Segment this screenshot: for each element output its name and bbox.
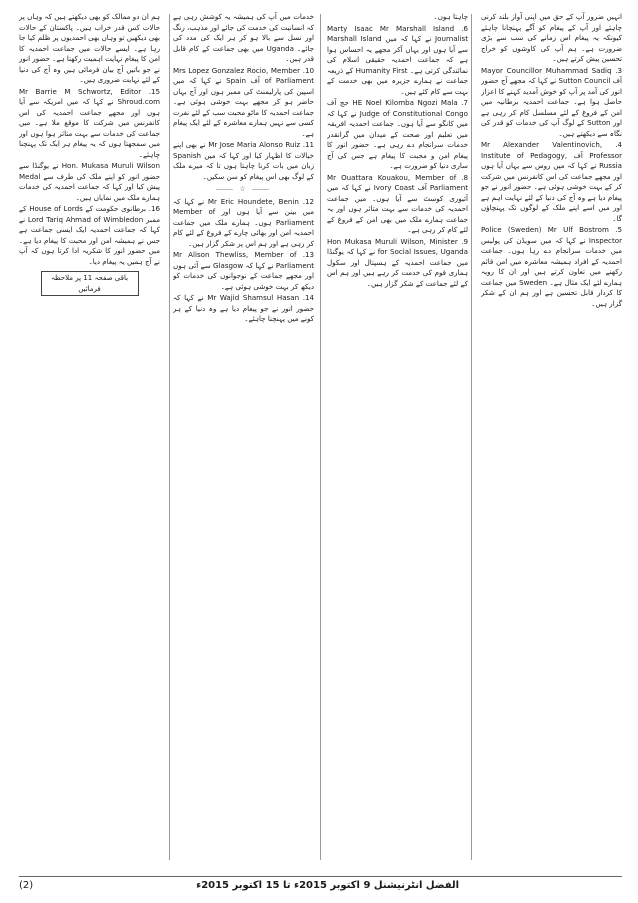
article-column-2 — [327, 12, 468, 864]
publication-title: الفضل انٹرنیشنل 9 اکتوبر 2015ء تا 15 اکتوبر 2015ء — [196, 879, 460, 891]
paragraph: 7. HE Noel Kilomba Ngozi Mala جج آف Judge of Constitutional Congo نے کہا کہ میں کانگو سے آیا ہوں۔ جماعت احمدیہ افریقہ میں تعلیم اور صحت کے میدان میں گرانقدر خدمات سرانجام دے رہی ہے۔ حضور انور کا پیغام امن و محبت کا پیغام ہے جس کی آج ساری دنیا کو ضرورت ہے۔ — [327, 98, 468, 170]
section-separator: ⸻ ☆ ⸻ — [215, 185, 272, 193]
paragraph: انہیں ضرور آپ کے حق میں اپنی آواز بلند کرنی چاہئے اور آپ کے پیغام کو آگے پہنچانا چاہئے کیونکہ یہ پیغام اس زمانے کی سب سے بڑی ضرورت ہے۔ ہم آپ کی کاوشوں کو خراج تحسین پیش کرتے ہیں۔ — [481, 12, 622, 63]
paragraph: Hon. Mukasa Muruli Wilson نے یوگنڈا سے حضور انور کو اپنے ملک کی طرف سے Medal پیش کیا اور کہا کہ جماعت احمدیہ کی خدمات ہمارے ملک میں نمایاں ہیں۔ — [19, 161, 160, 202]
paragraph: 3. Mayor Councillor Muhammad Sadiq آف Sutton Council نے کہا کہ مجھے آج حضور انور کی آمد پر آپ کو خوش آمدید کہنے کا اعزاز حاصل ہوا ہے۔ جماعت احمدیہ برطانیہ میں امن کے فروغ کے لئے مسلسل کام کر رہی ہے اور Sutton کے لوگ آپ کی خدمات کو قدر کی نگاہ سے دیکھتے ہیں۔ — [481, 65, 622, 138]
paragraph: چاہتا ہوں۔ — [433, 12, 468, 21]
page-footer — [19, 876, 622, 893]
paragraph: 11. Mr Jose Maria Alonso Ruiz نے بھی اپنے خیالات کا اظہار کیا اور کہا کہ میں Spanish زبان میں بات کرنا چاہتا ہوں تا کہ میرے ملک کے لوگ بھی اس پیغام کو سن سکیں۔ — [173, 140, 314, 181]
paragraph: 12. Mr Eric Houndete, Benin نے کہا کہ میں بینن سے آیا ہوں اور Member of Parliament ہوں۔ ہمارے ملک میں جماعت احمدیہ امن اور بھائی چارے کے فروغ کے لئے کام کر رہی ہے اور ہم اس پر شکر گزار ہیں۔ — [173, 196, 314, 248]
article-column-4 — [19, 12, 160, 864]
paragraph: 13. Mr Alison Thewliss, Member of Parliament نے کہا کہ Glasgow سے آئی ہوں اور مجھے جماعت کے نوجوانوں کی خدمات کو دیکھ کر بہت خوشی ہوئی ہے۔ — [173, 250, 314, 291]
article-column-1 — [481, 12, 622, 864]
paragraph: ہم ان دو ممالک کو بھی دیکھتے ہیں کہ وہاں پر حالات کس قدر خراب ہیں۔ پاکستان کے حالات بھی دیکھیں تو وہاں بھی احمدیوں پر ظلم کیا جا رہا ہے۔ ایسے حالات میں جماعت احمدیہ کا امن کا پیغام نہایت اہمیت رکھتا ہے۔ حضور انور نے جو باتیں آج بیان فرمائی ہیں وہ آج کی دنیا کے لئے نہایت ضروری ہیں۔ — [19, 12, 160, 84]
continued-note: باقی صفحہ 11 پر ملاحظہ فرمائیں — [41, 271, 139, 296]
paragraph: 9. Hon Mukasa Muruli Wilson, Minister for Social Issues, Uganda نے کہا کہ یوگنڈا میں جماعت احمدیہ کے ہسپتال اور سکول ہماری قوم کی خدمت کر رہے ہیں اور ہم اس کے لئے جماعت کے شکر گزار ہیں۔ — [327, 236, 468, 288]
paragraph: 10. Mrs Lopez Gonzalez Rocio, Member of Parliament آف Spain نے کہا کہ میں اسپین کی پارلیمنٹ کی ممبر ہوں اور آج یہاں حاضر ہو کر مجھے بہت خوشی ہوئی ہے۔ جماعت احمدیہ کا ماٹو محبت سب کے لئے نفرت کسی سے نہیں ہمارے معاشرہ کے لئے ایک پیغام ہے۔ — [173, 65, 314, 138]
paragraph: 15. Mr Barrie M Schwortz, Editor Shroud.com نے کہا کہ میں امریکہ سے آیا ہوں اور مجھے جماعت احمدیہ کی اس کانفرنس میں شرکت کا موقع ملا ہے۔ میں جماعت کی خدمات سے بہت متاثر ہوا ہوں اور میں سمجھتا ہوں کہ یہ پیغام ہر ایک تک پہنچنا چاہئے۔ — [19, 86, 160, 159]
paragraph: خدمات میں آپ کی ہمیشہ یہ کوشش رہی ہے کہ انسانیت کی خدمت کی جائے اور مذہب، رنگ اور نسل سے بالا ہو کر ہر ایک کی مدد کی جائے۔ Uganda میں بھی جماعت کے کام قابل قدر ہیں۔ — [173, 12, 314, 63]
paragraph: 4. Mr Alexander Valentinovich, Professor آف Institute of Pedagogy, Russia نے کہا کہ میں روس سے یہاں آیا ہوں اور مجھے جماعت کی اس کانفرنس میں شرکت کر کے بہت خوشی ہوئی ہے۔ حضور انور نے جو پیغام دیا ہے وہ آج کی دنیا کے لئے نہایت اہم ہے اور میں اسے اپنے ملک کے لوگوں تک پہنچاؤں گا۔ — [481, 140, 622, 223]
paragraph: 5. Police (Sweden) Mr Ulf Bostrom Inspector نے کہا کہ میں سویڈن کی پولیس میں خدمات سرانجام دے رہا ہوں۔ جماعت احمدیہ کے افراد ہمیشہ معاشرہ میں امن قائم رکھنے میں تعاون کرتے ہیں اور ان کا رویہ ہمارے لئے ایک مثال ہے۔ Sweden میں جماعت کا کردار قابل تحسین ہے اور ہم ان کے شکر گزار ہیں۔ — [481, 225, 622, 308]
paragraph: 16. برطانوی حکومت کے House of Lords کے ممبر Lord Tariq Ahmad of Wimbledon نے کہا کہ جماعت احمدیہ ایک ایسی جماعت ہے جس نے ہمیشہ امن اور محبت کا پیغام دیا ہے۔ میں حضور انور کا شکریہ ادا کرتا ہوں کہ آپ نے آج ہمیں یہ پیغام دیا۔ — [19, 204, 160, 266]
paragraph: 6. Marty Isaac Mr Marshall Island Journalist نے کہا کہ میں Marshall Island سے آیا ہوں اور یہاں آکر مجھے یہ احساس ہوا ہے کہ جماعت احمدیہ حقیقی اسلام کی نمائندگی کرتی ہے۔ Humanity First کے ذریعہ جماعت نے ہمارے جزیرہ میں بھی خدمت کے بہت سے کام کئے ہیں۔ — [327, 23, 468, 96]
page-number: (2) — [19, 879, 34, 891]
article-columns — [19, 12, 622, 864]
article-column-3 — [173, 12, 314, 864]
paragraph: 14. Mr Wajid Shamsul Hasan نے کہا کہ حضور انور نے جو پیغام دیا ہے وہ دنیا کے ہر کونے میں پہنچنا چاہئے۔ — [173, 293, 314, 323]
paragraph: 8. Mr Ouattara Kouakou, Member of Parliament آف Ivory Coast نے کہا کہ میں آئیوری کوسٹ سے آیا ہوں۔ میں جماعت احمدیہ کی خدمات سے بہت متاثر ہوں اور یہ جماعت ہمارے ملک میں بھی امن کے فروغ کے لئے کام کر رہی ہے۔ — [327, 172, 468, 234]
